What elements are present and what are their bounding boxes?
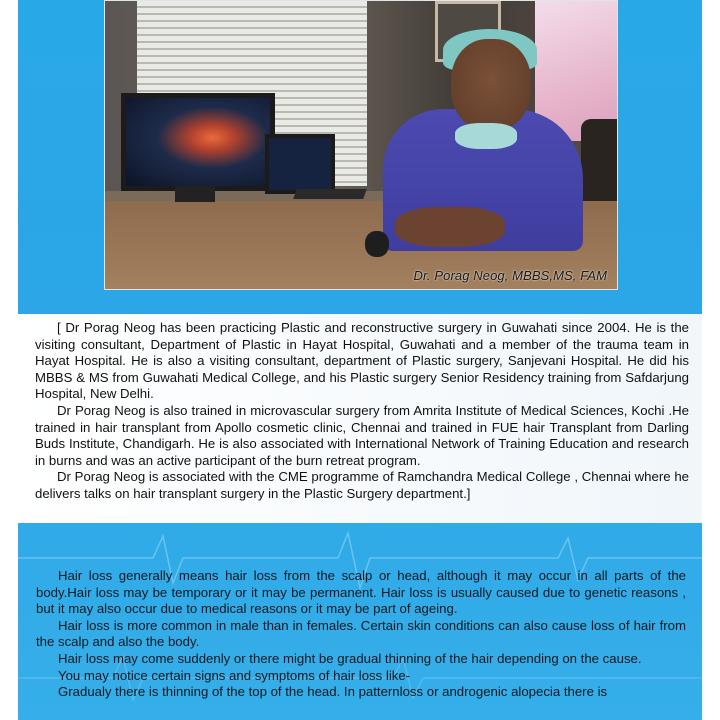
article-body (36, 568, 686, 701)
article-paragraph: Hair loss generally means hair loss from the scalp or head, although it may occur in all parts of the body.Hair loss may be temporary or it may be permanent. Hair loss is usually caused due to genetic reasons , but it may also occur due to medical reasons or it may be part of ageing. (36, 568, 686, 617)
photo-caption: Dr. Porag Neog, MBBS,MS, FAM (413, 268, 607, 283)
bio-paragraph: Dr Porag Neog is also trained in microvascular surgery from Amrita Institute of Medical Sciences, Kochi .He trained in hair transplant from Apollo cosmetic clinic, Chennai and trained in FUE hair Transplant from Darling Buds Institute, Chandigarh. He is also associated with International Network of Training Education and research in burns and was an active participant of the burn retreat program. (35, 402, 689, 468)
photo-surgical-mask (455, 123, 517, 149)
doctor-photo (104, 0, 618, 290)
photo-mouse (365, 231, 389, 257)
bio-paragraph: Dr Porag Neog is associated with the CME programme of Ramchandra Medical College , Chennai where he delivers talks on hair transplant surgery in the Plastic Surgery department.] (35, 469, 689, 501)
bio-paragraph: [ Dr Porag Neog has been practicing Plastic and reconstructive surgery in Guwahati since 2004. He is the visiting consultant, Department of Plastic in Hayat Hospital, Guwahati and a member of the trauma team in Hayat Hospital. He is also a visiting consultant, department of Plastic surgery, Sanjevani Hospital. He did his MBBS & MS from Guwahati Medical College, and his Plastic surgery Senior Residency training from Safdarjung Hospital, New Delhi. (35, 320, 689, 402)
photo-laptop (265, 134, 335, 194)
photo-keyboard (293, 189, 367, 199)
article-paragraph: You may notice certain signs and symptoms of hair loss like- (58, 667, 411, 683)
photo-monitor (121, 93, 275, 191)
article-paragraph: Hair loss is more common in male than in females. Certain skin conditions can also cause loss of hair from the scalp and also the body. (36, 617, 686, 650)
article-paragraph: Hair loss may come suddenly or there might be gradual thinning of the hair depending on the cause. (58, 650, 642, 666)
article-paragraph: Gradualy there is thinning of the top of the head. In patternloss or androgenic alopecia there is (58, 684, 608, 700)
doctor-bio-box (18, 314, 702, 523)
photo-doctor-head (451, 39, 531, 131)
document-page (18, 0, 702, 720)
photo-monitor-stand (175, 186, 215, 202)
photo-doctor-hands (395, 207, 505, 247)
